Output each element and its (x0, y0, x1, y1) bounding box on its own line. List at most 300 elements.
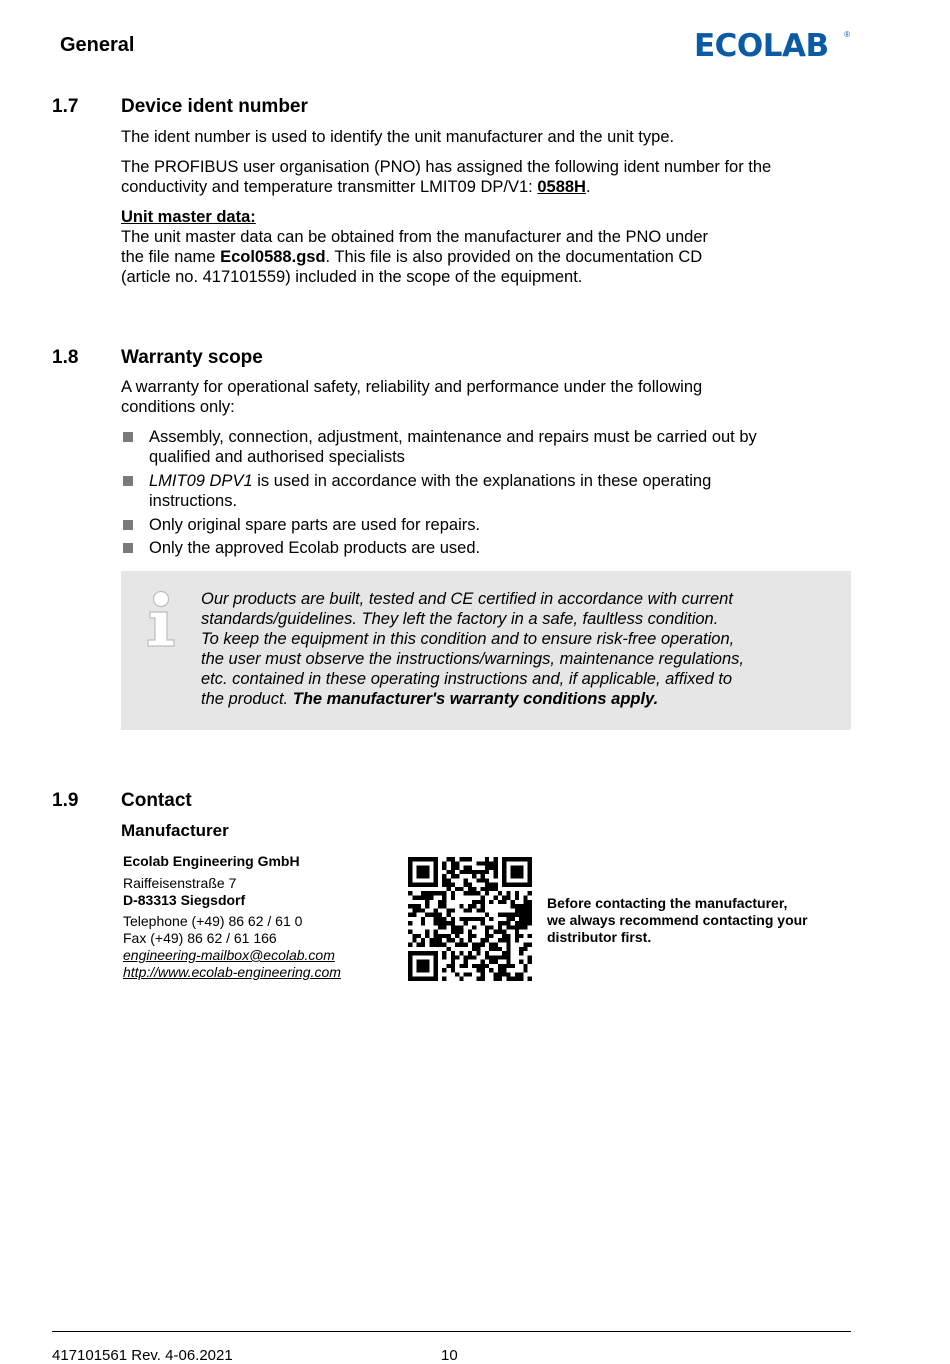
qr-module (421, 917, 425, 921)
qr-module (472, 887, 476, 891)
qr-module (429, 943, 433, 947)
qr-module (523, 900, 527, 904)
qr-module (434, 908, 438, 912)
qr-module (489, 943, 493, 947)
qr-module (498, 891, 502, 895)
qr-module (446, 878, 450, 882)
qr-module (408, 874, 412, 878)
qr-module (506, 964, 510, 968)
qr-module (408, 861, 412, 865)
qr-module (502, 913, 506, 917)
qr-module (506, 891, 510, 895)
qr-module (489, 917, 493, 921)
qr-module (421, 866, 425, 870)
qr-module (506, 921, 510, 925)
qr-module (442, 861, 446, 865)
qr-module (494, 861, 498, 865)
qr-module (446, 887, 450, 891)
qr-module (429, 895, 433, 899)
qr-module (476, 943, 480, 947)
qr-module (451, 930, 455, 934)
qr-module (519, 917, 523, 921)
qr-module (451, 955, 455, 959)
qr-module (442, 904, 446, 908)
qr-module (417, 874, 421, 878)
qr-module (442, 925, 446, 929)
qr-module (523, 883, 527, 887)
qr-module (498, 938, 502, 942)
qr-module (498, 977, 502, 981)
qr-module (519, 977, 523, 981)
qr-module (464, 878, 468, 882)
qr-module (519, 870, 523, 874)
qr-module (425, 964, 429, 968)
distributor-line-1: Before contacting the manufacturer, (547, 895, 788, 911)
qr-module (515, 938, 519, 942)
qr-module (434, 866, 438, 870)
qr-module (476, 951, 480, 955)
qr-module (451, 891, 455, 895)
qr-module (494, 972, 498, 976)
qr-module (489, 960, 493, 964)
umd-line-2 (121, 247, 851, 267)
note-line-5: etc. contained in these operating instructions and, if applicable, affixed to (201, 670, 733, 688)
qr-module (434, 913, 438, 917)
qr-module (459, 943, 463, 947)
qr-module (417, 870, 421, 874)
qr-module (434, 960, 438, 964)
note-line-4: the user must observe the instructions/warnings, maintenance regulations, (201, 650, 744, 668)
qr-module (417, 904, 421, 908)
qr-module (438, 913, 442, 917)
qr-module (506, 943, 510, 947)
umd-line-1: The unit master data can be obtained from the manufacturer and the PNO under (121, 228, 709, 246)
qr-module (442, 900, 446, 904)
qr-module (523, 947, 527, 951)
qr-module (412, 904, 416, 908)
warranty-intro-line-2: conditions only: (121, 398, 235, 416)
qr-module (472, 943, 476, 947)
qr-module (523, 921, 527, 925)
qr-module (528, 878, 532, 882)
qr-module (476, 861, 480, 865)
qr-module (438, 891, 442, 895)
qr-module (506, 938, 510, 942)
qr-module (515, 930, 519, 934)
qr-module (485, 955, 489, 959)
umd-line-2-post: . This file is also provided on the documentation CD (325, 248, 703, 266)
qr-module (498, 900, 502, 904)
pno-line-2-text: conductivity and temperature transmitter LMIT09 DP/V1: (121, 178, 538, 196)
qr-module (485, 951, 489, 955)
note-line-1: Our products are built, tested and CE certified in accordance with current (201, 590, 733, 608)
qr-module (528, 891, 532, 895)
qr-module (468, 883, 472, 887)
footer-page-number: 10 (441, 1347, 458, 1364)
qr-module (511, 857, 515, 861)
qr-module (502, 934, 506, 938)
list-item: Only the approved Ecolab products are used. (149, 539, 481, 557)
pno-line-2-end: . (585, 178, 591, 196)
qr-module (421, 960, 425, 964)
gsd-file-name: Ecol0588.gsd (220, 248, 326, 266)
qr-module (408, 943, 412, 947)
qr-module (438, 938, 442, 942)
qr-module (408, 964, 412, 968)
qr-module (468, 930, 472, 934)
qr-module (459, 977, 463, 981)
qr-module (408, 955, 412, 959)
qr-module (464, 921, 468, 925)
qr-module (472, 934, 476, 938)
qr-module (425, 883, 429, 887)
qr-module (528, 857, 532, 861)
qr-module (442, 951, 446, 955)
qr-module (476, 917, 480, 921)
qr-module (476, 947, 480, 951)
qr-module (515, 913, 519, 917)
note-line-6 (201, 689, 841, 709)
qr-module (489, 947, 493, 951)
qr-module (494, 866, 498, 870)
qr-module (498, 913, 502, 917)
qr-module (408, 913, 412, 917)
qr-module (421, 964, 425, 968)
qr-module (412, 908, 416, 912)
qr-module (494, 887, 498, 891)
qr-module (468, 857, 472, 861)
qr-module (502, 870, 506, 874)
qr-module (408, 883, 412, 887)
qr-module (434, 917, 438, 921)
bullet-square-icon (123, 520, 133, 530)
qr-module (408, 857, 412, 861)
qr-module (425, 968, 429, 972)
unit-master-data-title: Unit master data: (121, 208, 256, 226)
qr-module (442, 878, 446, 882)
qr-module (417, 943, 421, 947)
qr-module (502, 938, 506, 942)
section-number-1-7: 1.7 (52, 96, 79, 117)
qr-module (425, 930, 429, 934)
qr-module (489, 887, 493, 891)
qr-module (502, 955, 506, 959)
qr-module (502, 968, 506, 972)
qr-module (528, 960, 532, 964)
qr-module (451, 874, 455, 878)
qr-module (464, 960, 468, 964)
qr-module (528, 900, 532, 904)
qr-module (515, 908, 519, 912)
qr-module (515, 925, 519, 929)
qr-module (468, 972, 472, 976)
qr-module (421, 951, 425, 955)
qr-module (455, 930, 459, 934)
qr-module (502, 951, 506, 955)
qr-module (425, 900, 429, 904)
qr-module (434, 921, 438, 925)
qr-module (446, 947, 450, 951)
qr-module (485, 883, 489, 887)
qr-module (519, 951, 523, 955)
email-link[interactable]: engineering-mailbox@ecolab.com (123, 947, 335, 963)
ident-intro-text: The ident number is used to identify the unit manufacturer and the unit type. (121, 128, 675, 146)
qr-module (425, 960, 429, 964)
qr-module (446, 938, 450, 942)
qr-module (429, 883, 433, 887)
qr-module (476, 968, 480, 972)
qr-module (494, 930, 498, 934)
qr-module (489, 866, 493, 870)
qr-module (468, 955, 472, 959)
qr-module (434, 861, 438, 865)
qr-module (468, 917, 472, 921)
qr-module (417, 883, 421, 887)
qr-module (523, 968, 527, 972)
qr-module (438, 904, 442, 908)
qr-module (429, 913, 433, 917)
qr-module (459, 870, 463, 874)
qr-module (417, 968, 421, 972)
qr-module (438, 943, 442, 947)
qr-module (451, 870, 455, 874)
qr-module (429, 857, 433, 861)
qr-module (481, 921, 485, 925)
distributor-note (547, 895, 847, 946)
qr-module (442, 934, 446, 938)
bullet-1-line-1: Assembly, connection, adjustment, maintenance and repairs must be carried out by (149, 428, 757, 446)
qr-module (446, 934, 450, 938)
website-link[interactable]: http://www.ecolab-engineering.com (123, 964, 341, 980)
qr-module (511, 870, 515, 874)
qr-module (476, 977, 480, 981)
qr-module (519, 934, 523, 938)
qr-module (489, 968, 493, 972)
qr-module (464, 943, 468, 947)
section-number-1-9: 1.9 (52, 790, 79, 811)
manufacturer-address (123, 853, 341, 981)
note-line-2: standards/guidelines. They left the factory in a safe, faultless condition. (201, 610, 719, 628)
qr-module (481, 874, 485, 878)
company-name: Ecolab Engineering GmbH (123, 853, 300, 869)
qr-module (434, 977, 438, 981)
pno-line-1: The PROFIBUS user organisation (PNO) has assigned the following ident number for the (121, 158, 772, 176)
qr-module (464, 891, 468, 895)
qr-module (485, 857, 489, 861)
qr-module (438, 925, 442, 929)
qr-module (412, 977, 416, 981)
qr-module (468, 891, 472, 895)
qr-module (451, 883, 455, 887)
qr-module (438, 934, 442, 938)
qr-module (451, 960, 455, 964)
qr-module (451, 866, 455, 870)
unit-master-data-block (121, 207, 851, 287)
qr-module (528, 866, 532, 870)
qr-module (425, 904, 429, 908)
qr-module (434, 955, 438, 959)
qr-module (438, 900, 442, 904)
qr-module (489, 900, 493, 904)
qr-module (511, 866, 515, 870)
qr-module (528, 908, 532, 912)
qr-module (506, 960, 510, 964)
qr-module (459, 930, 463, 934)
qr-module (468, 934, 472, 938)
qr-module (417, 951, 421, 955)
list-item: Only original spare parts are used for repairs. (149, 516, 481, 534)
qr-module (472, 870, 476, 874)
qr-module (417, 964, 421, 968)
qr-module (528, 917, 532, 921)
qr-module (481, 977, 485, 981)
qr-module (429, 951, 433, 955)
qr-module (528, 904, 532, 908)
qr-module (421, 938, 425, 942)
qr-module (425, 951, 429, 955)
qr-module (412, 938, 416, 942)
qr-module (481, 908, 485, 912)
qr-module (451, 917, 455, 921)
qr-module (485, 861, 489, 865)
logo-text: ECOLAB (694, 28, 829, 64)
qr-module (485, 866, 489, 870)
qr-module (408, 977, 412, 981)
qr-module (451, 861, 455, 865)
ident-pno-paragraph (121, 157, 851, 197)
qr-module (412, 857, 416, 861)
qr-module (481, 943, 485, 947)
qr-module (485, 964, 489, 968)
qr-module (468, 887, 472, 891)
qr-module (451, 908, 455, 912)
qr-module (502, 895, 506, 899)
qr-module (425, 934, 429, 938)
qr-module (408, 921, 412, 925)
warranty-intro-line-1: A warranty for operational safety, reliability and performance under the following (121, 378, 703, 396)
qr-module (528, 943, 532, 947)
qr-module (455, 887, 459, 891)
qr-module (408, 870, 412, 874)
qr-module (468, 904, 472, 908)
qr-module (494, 895, 498, 899)
distributor-line-3: distributor first. (547, 929, 652, 945)
qr-module (412, 934, 416, 938)
qr-module (425, 913, 429, 917)
qr-module (502, 857, 506, 861)
qr-module (506, 977, 510, 981)
qr-module (412, 951, 416, 955)
qr-module (464, 972, 468, 976)
qr-module (442, 943, 446, 947)
qr-module (451, 857, 455, 861)
qr-module (523, 904, 527, 908)
qr-module (528, 955, 532, 959)
qr-module (498, 925, 502, 929)
qr-module (485, 938, 489, 942)
qr-module (455, 943, 459, 947)
qr-module (459, 917, 463, 921)
qr-module (498, 964, 502, 968)
qr-module (523, 913, 527, 917)
qr-module (481, 878, 485, 882)
qr-module (429, 891, 433, 895)
qr-module (485, 925, 489, 929)
qr-module (523, 895, 527, 899)
qr-module (523, 857, 527, 861)
warranty-note-text (201, 589, 841, 709)
qr-module (476, 908, 480, 912)
qr-module (481, 900, 485, 904)
qr-module (425, 870, 429, 874)
qr-module (417, 895, 421, 899)
qr-module (417, 934, 421, 938)
qr-module (502, 861, 506, 865)
qr-module (464, 955, 468, 959)
qr-module (429, 938, 433, 942)
qr-code-icon (408, 857, 532, 981)
qr-module (434, 964, 438, 968)
qr-module (442, 874, 446, 878)
qr-module (515, 934, 519, 938)
qr-module (502, 900, 506, 904)
qr-module (421, 968, 425, 972)
qr-module (408, 960, 412, 964)
qr-module (519, 883, 523, 887)
qr-module (464, 883, 468, 887)
qr-module (476, 964, 480, 968)
qr-module (523, 925, 527, 929)
qr-module (446, 857, 450, 861)
note-line-6-pre: the product. (201, 690, 293, 708)
qr-module (506, 917, 510, 921)
qr-module (464, 964, 468, 968)
qr-module (515, 972, 519, 976)
qr-module (442, 891, 446, 895)
qr-module (523, 943, 527, 947)
qr-module (421, 943, 425, 947)
qr-module (519, 866, 523, 870)
qr-module (455, 861, 459, 865)
qr-module (502, 878, 506, 882)
qr-module (417, 960, 421, 964)
qr-module (481, 917, 485, 921)
bullet-square-icon (123, 476, 133, 486)
qr-module (434, 870, 438, 874)
qr-module (464, 908, 468, 912)
qr-module (476, 878, 480, 882)
distributor-line-2: we always recommend contacting your (547, 912, 808, 928)
qr-module (528, 861, 532, 865)
qr-module (451, 921, 455, 925)
qr-module (519, 921, 523, 925)
qr-module (438, 921, 442, 925)
qr-module (489, 925, 493, 929)
manufacturer-subtitle: Manufacturer (121, 821, 229, 840)
qr-module (442, 866, 446, 870)
qr-module (515, 874, 519, 878)
qr-module (408, 930, 412, 934)
qr-module (519, 947, 523, 951)
section-title-contact: Contact (121, 790, 192, 811)
qr-module (515, 921, 519, 925)
qr-module (434, 930, 438, 934)
qr-module (489, 883, 493, 887)
bullet-1-line-2: qualified and authorised specialists (149, 448, 405, 466)
qr-module (446, 883, 450, 887)
qr-module (528, 934, 532, 938)
qr-module (412, 895, 416, 899)
